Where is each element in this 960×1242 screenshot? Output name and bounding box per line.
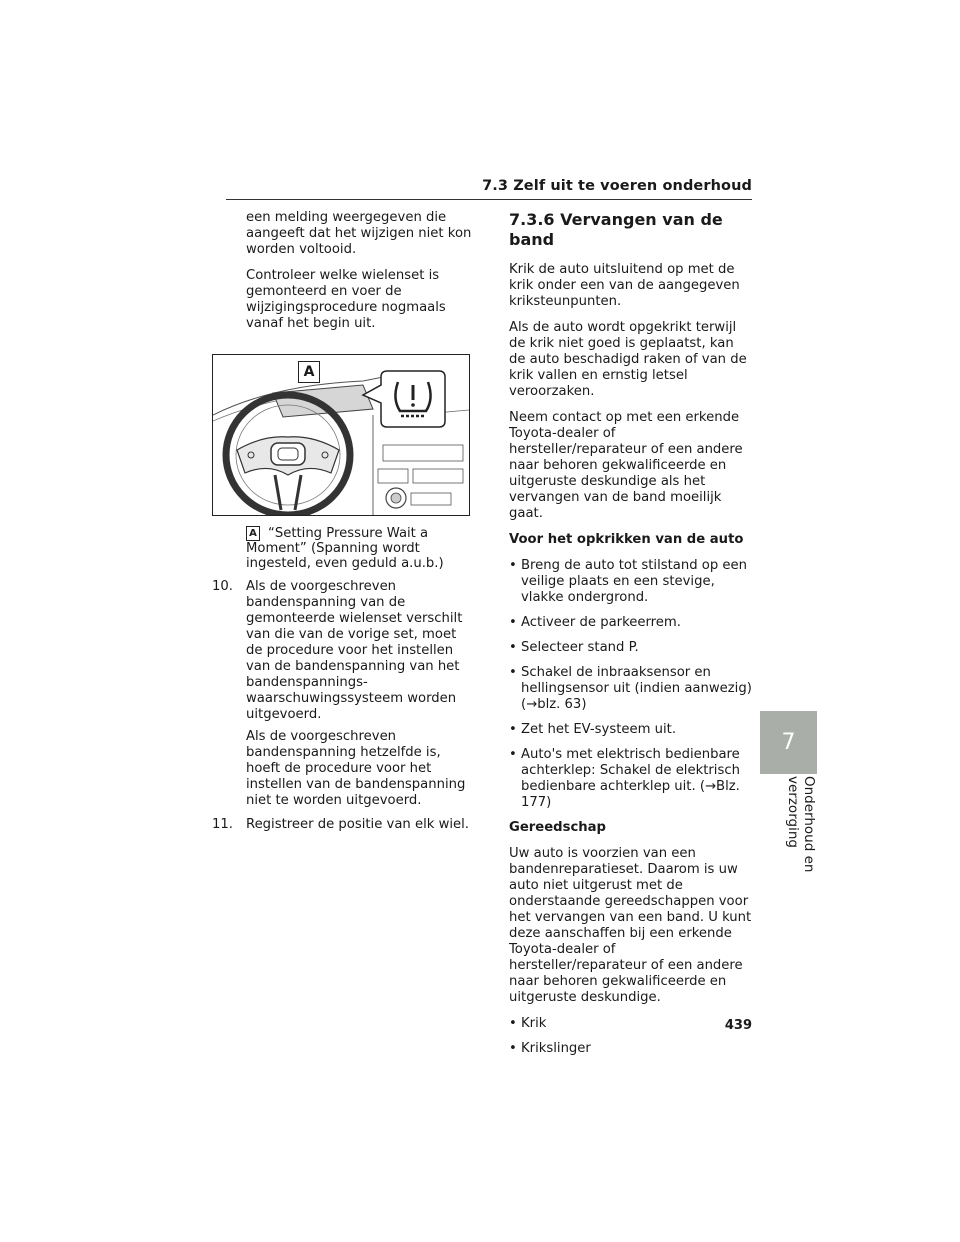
dashboard-figure <box>212 354 470 516</box>
item-number: 11. <box>212 817 233 832</box>
bullet-item: • Krikslinger <box>509 1041 752 1057</box>
bullet-item: • Krik <box>509 1016 752 1032</box>
subheading: Voor het opkrikken van de auto <box>509 532 744 547</box>
caption-text: “Setting Pressure Wait a Moment” (Spanning wordt ingesteld, even geduld a.u.b.) <box>246 526 444 571</box>
chapter-label: Onderhoud en verzorging <box>785 776 817 873</box>
bullet-item: • Activeer de parkeerrem. <box>509 615 752 631</box>
bullet-item: • Auto's met elektrisch bedienbare achterklep: Schakel de elektrisch bedienbare achterklep uit. (→Blz. 177) <box>509 747 752 811</box>
paragraph: Neem contact op met een erkende Toyota-dealer of hersteller/reparateur of een andere naar behoren gekwalificeerde en uitgeruste deskundige als het vervangen van de band moeilijk gaat. <box>509 410 743 521</box>
list-item <box>212 579 474 809</box>
left-column <box>212 210 474 841</box>
chapter-tab <box>760 711 817 774</box>
chapter-number: 7 <box>781 730 796 755</box>
list-item <box>212 817 474 833</box>
caption-label-a: A <box>246 526 260 541</box>
section-heading: 7.3.6 Vervangen van de band <box>509 210 723 249</box>
bullet-item: • Selecteer stand P. <box>509 640 752 656</box>
figure-label-a: A <box>298 361 320 383</box>
item-extra: Als de voorgeschreven bandenspanning hetzelfde is, hoeft de procedure voor het instellen van de bandenspanning niet te worden uitgevoerd. <box>246 729 466 808</box>
paragraph: Controleer welke wielenset is gemonteerd en voer de wijzigingsprocedure nogmaals vanaf het begin uit. <box>246 268 446 331</box>
section-header: 7.3 Zelf uit te voeren onderhoud <box>482 178 752 194</box>
header-rule <box>226 199 752 200</box>
figure-caption <box>212 526 474 571</box>
paragraph: Uw auto is voorzien van een bandenreparatieset. Daarom is uw auto niet uitgerust met de onderstaande gereedschappen voor het vervangen van een band. U kunt deze aanschaffen bij een erkende Toyota-dealer of hersteller/reparateur of een andere naar behoren gekwalificeerde en uitgeruste deskundige. <box>509 846 752 1005</box>
bullet-item: • Zet het EV-systeem uit. <box>509 722 752 738</box>
item-number: 10. <box>212 579 233 594</box>
right-column <box>509 210 752 1066</box>
subheading: Gereedschap <box>509 820 606 835</box>
bullet-item: • Breng de auto tot stilstand op een veilige plaats en een stevige, vlakke ondergrond. <box>509 558 752 606</box>
item-text: Registreer de positie van elk wiel. <box>246 817 469 832</box>
paragraph: Als de auto wordt opgekrikt terwijl de krik niet goed is geplaatst, kan de auto beschadigd raken of van de krik vallen en ernstig letsel veroorzaken. <box>509 320 747 399</box>
bullet-item: • Schakel de inbraaksensor en hellingsensor uit (indien aanwezig) (→blz. 63) <box>509 665 752 713</box>
page-number: 439 <box>724 1018 752 1033</box>
dashboard-illustration <box>213 355 469 515</box>
paragraph: een melding weergegeven die aangeeft dat het wijzigen niet kon worden voltooid. <box>246 210 472 257</box>
paragraph: Krik de auto uitsluitend op met de krik onder een van de aangegeven kriksteunpunten. <box>509 262 740 309</box>
item-text: Als de voorgeschreven bandenspanning van de gemonteerde wielenset verschilt van die van de vorige set, moet de procedure voor het instellen van de bandenspanning van het bandenspanningswaarschuwingssysteem worden uitgevoerd. <box>246 579 463 722</box>
